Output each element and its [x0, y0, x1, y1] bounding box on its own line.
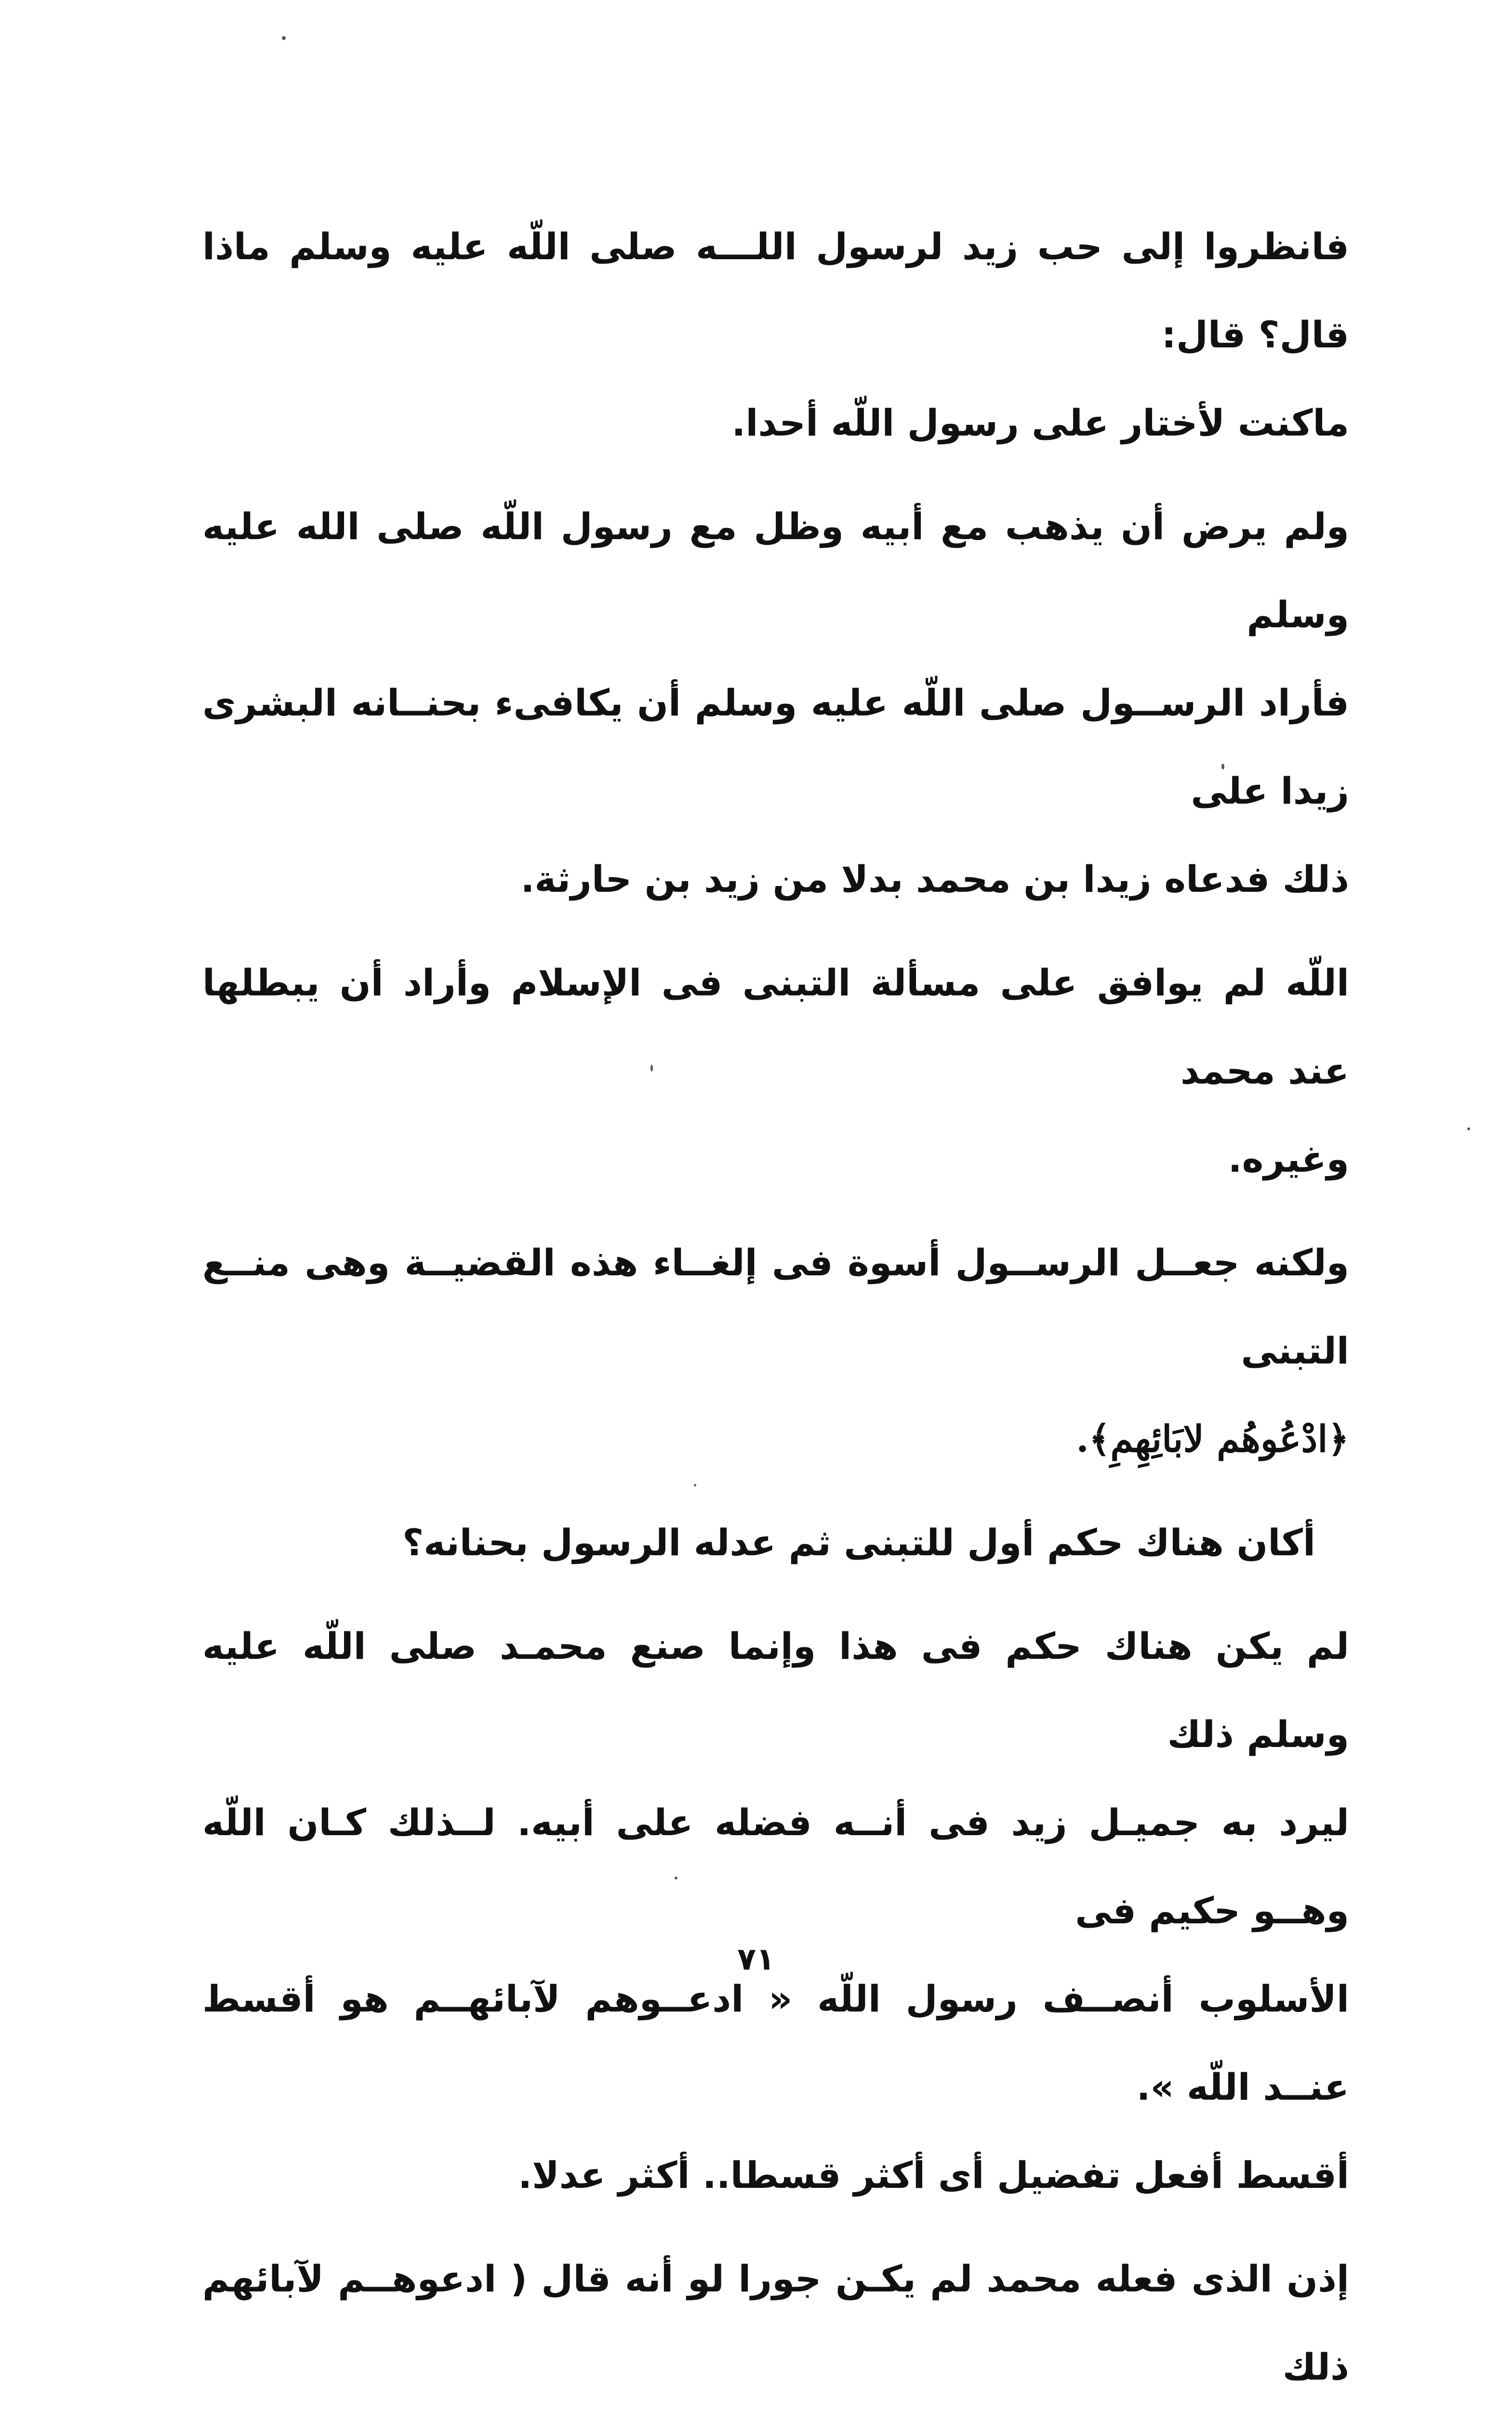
paragraph-3: [202, 939, 1349, 1203]
text-line: وغيره.: [1228, 1138, 1349, 1180]
text-line: ولم يرض أن يذهب مع أبيه وظل مع رسول اللّه صلى الله عليه وسلم: [202, 505, 1349, 636]
paragraph-4: [202, 1218, 1349, 1483]
quran-verse: ﴿ادْعُوهُم لابَائِهِمِ﴾.: [1076, 1417, 1349, 1460]
scan-speck: [675, 1877, 677, 1880]
paragraph-6: [202, 1602, 1349, 2219]
text-line: أقسط أفعل تفضيل أى أكثر قسطا.. أكثر عدلا.: [518, 2154, 1349, 2197]
scan-speck: [694, 1484, 696, 1486]
paragraph-2: [202, 482, 1349, 923]
text-line: فانظروا إلى حب زيد لرسول اللـــه صلى اللّه عليه وسلم ماذا قال؟ قال:: [202, 225, 1349, 356]
paragraph-7: [202, 2235, 1349, 2409]
scan-speck: [650, 1065, 653, 1072]
text-line: الأسلوب أنصــف رسول اللّه « ادعــوهم لآبائهــم هو أقسط عنــد اللّه ».: [202, 1977, 1349, 2108]
text-line: أكان هناك حكم أول للتبنى ثم عدله الرسول بحنانه؟: [402, 1521, 1315, 1564]
paragraph-1: [202, 202, 1349, 467]
scan-speck: [1467, 1127, 1470, 1130]
text-line: فأراد الرســول صلى اللّه عليه وسلم أن يكافىء بحنــانه البشرى زيدا على: [202, 681, 1349, 812]
text-line: ولكنه جعــل الرســول أسوة فى إلغــاء هذه القضيــة وهى منــع التبنى: [202, 1241, 1349, 1372]
page-number: ٧١: [737, 1942, 775, 1977]
text-line: اللّه لم يوافق على مسألة التبنى فى الإسلام وأراد أن يبطلها عند محمد: [202, 961, 1349, 1092]
text-line: لم يكن هناك حكم فى هذا وإنما صنع محمـد صلى اللّه عليه وسلم ذلك: [202, 1625, 1349, 1756]
text-line: ليرد به جميـل زيد فى أنــه فضله على أبيه. لــذلك كـان اللّه وهــو حكيم فى: [202, 1801, 1349, 1932]
scan-speck: [282, 36, 286, 40]
paragraph-5: [202, 1498, 1349, 1587]
text-line: إذن الذى فعله محمد لم يكـن جورا لو أنه قال ( ادعوهــم لآبائهم ذلك: [202, 2257, 1349, 2388]
text-line: ذلك فدعاه زيدا بن محمد بدلا من زيد بن حارثة.: [520, 858, 1349, 900]
scan-speck: [1221, 764, 1224, 769]
text-line: ماكنت لأختار على رسول اللّه أحدا.: [731, 401, 1349, 444]
body-text: [202, 202, 1349, 2409]
